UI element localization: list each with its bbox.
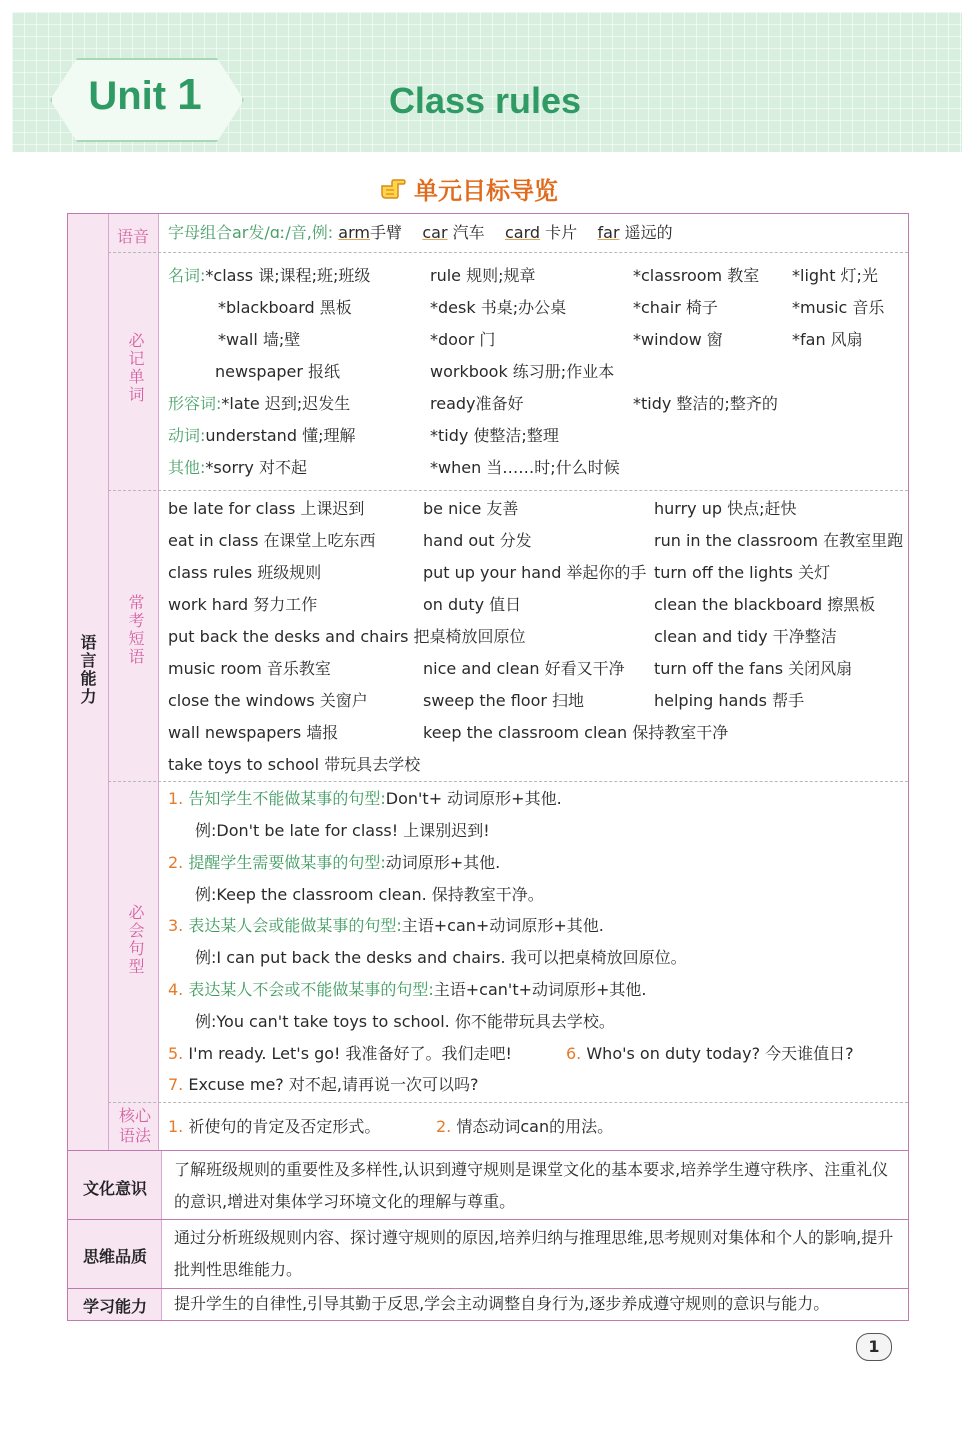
vocab-item: *tidy 整洁的;整齐的 bbox=[633, 394, 778, 413]
row-label-phrases: 常考短语 bbox=[126, 594, 145, 666]
pattern-example: 例:I can put back the desks and chairs. 我可以把桌椅放回原位。 bbox=[195, 948, 687, 967]
phrase-item: music room 音乐教室 bbox=[168, 659, 331, 678]
row-divider bbox=[108, 1102, 908, 1103]
adj-tag: 形容词: bbox=[168, 394, 222, 413]
phonics-meaning: 手臂 bbox=[369, 223, 402, 242]
vocab-item: newspaper 报纸 bbox=[215, 362, 341, 381]
phonics-word: car bbox=[422, 223, 448, 242]
nouns-tag: 名词: bbox=[168, 266, 206, 285]
divider bbox=[158, 214, 159, 1150]
vocab-item: rule 规则;规章 bbox=[430, 266, 536, 285]
vocab-item: *tidy 使整洁;整理 bbox=[430, 426, 559, 445]
phrase-item: run in the classroom 在教室里跑 bbox=[654, 531, 904, 550]
grammar-number: 2. bbox=[436, 1117, 452, 1136]
phrase-item: eat in class 在课堂上吃东西 bbox=[168, 531, 376, 550]
phonics-meaning: 汽车 bbox=[452, 223, 485, 242]
vocab-line bbox=[168, 426, 355, 446]
pattern-rule: 主语+can+动词原形+其他. bbox=[401, 916, 604, 935]
row-label-phonics: 语音 bbox=[116, 227, 149, 246]
other-tag: 其他: bbox=[168, 458, 206, 477]
phrase-item: turn off the fans 关闭风扇 bbox=[654, 659, 853, 678]
vocab-item: *window 窗 bbox=[633, 330, 723, 349]
vocab-item: *sorry 对不起 bbox=[205, 458, 307, 477]
grammar-number: 1. bbox=[168, 1117, 184, 1136]
phonics-meaning: 遥远的 bbox=[624, 223, 673, 242]
vocab-line bbox=[168, 458, 307, 478]
unit-word: Unit bbox=[88, 74, 167, 118]
pattern-number: 1. bbox=[168, 789, 184, 808]
row-divider bbox=[108, 781, 908, 782]
phonics-intro: 字母组合ar发/ɑː/音,例: bbox=[168, 223, 334, 242]
pattern-heading: 表达某人会或能做某事的句型: bbox=[188, 916, 402, 935]
vocab-item: *classroom 教室 bbox=[633, 266, 760, 285]
vocab-item: *wall 墙;壁 bbox=[218, 330, 301, 349]
sentence-pattern-3 bbox=[168, 916, 604, 936]
learning-text: 提升学生的自律性,引导其勤于反思,学会主动调整自身行为,逐步养成遵守规则的意识与能力。 bbox=[174, 1294, 830, 1313]
row-label-grammar: 核心语法 bbox=[118, 1106, 151, 1145]
unit-label bbox=[70, 70, 220, 120]
side-label: 语言能力 bbox=[78, 634, 97, 706]
row-label-sentences: 必会句型 bbox=[126, 904, 145, 976]
phonics-word: far bbox=[597, 223, 620, 242]
phrase-item: wall newspapers 墙报 bbox=[168, 723, 339, 742]
section-heading bbox=[378, 170, 608, 206]
phrase-item: close the windows 关窗户 bbox=[168, 691, 368, 710]
vocab-line bbox=[168, 394, 350, 414]
sentence-pattern-2 bbox=[168, 853, 500, 873]
pattern-rule: Don't+ 动词原形+其他. bbox=[385, 789, 562, 808]
phrase-item: on duty 值日 bbox=[423, 595, 522, 614]
grammar-text: 祈使句的肯定及否定形式。 bbox=[188, 1117, 381, 1136]
verb-tag: 动词: bbox=[168, 426, 206, 445]
grammar-item-1 bbox=[168, 1117, 380, 1137]
section-title: 单元目标导览 bbox=[414, 176, 558, 205]
grammar-item-2 bbox=[436, 1117, 613, 1137]
pattern-example: 例:Keep the classroom clean. 保持教室干净。 bbox=[195, 885, 544, 904]
pattern-rule: 动词原形+其他. bbox=[385, 853, 501, 872]
phrase-item: be nice 友善 bbox=[423, 499, 519, 518]
pattern-number: 2. bbox=[168, 853, 184, 872]
divider bbox=[108, 214, 109, 1150]
pattern-example: 例:Don't be late for class! 上课别迟到! bbox=[195, 821, 490, 840]
phrase-item: class rules 班级规则 bbox=[168, 563, 322, 582]
sentence-7 bbox=[168, 1075, 478, 1095]
vocab-item: understand 懂;理解 bbox=[205, 426, 356, 445]
phrase-item: be late for class 上课迟到 bbox=[168, 499, 365, 518]
vocab-item: *class 课;课程;班;班级 bbox=[205, 266, 371, 285]
phonics-word: arm bbox=[338, 223, 370, 242]
grammar-text: 情态动词can的用法。 bbox=[456, 1117, 614, 1136]
vocab-item: *blackboard 黑板 bbox=[218, 298, 352, 317]
unit-number: 1 bbox=[177, 70, 202, 119]
pattern-number: 4. bbox=[168, 980, 184, 999]
vocab-item: ready准备好 bbox=[430, 394, 524, 413]
row-divider bbox=[108, 252, 908, 253]
vocab-item: workbook 练习册;作业本 bbox=[430, 362, 615, 381]
pattern-heading: 告知学生不能做某事的句型: bbox=[188, 789, 386, 808]
row-divider bbox=[68, 1219, 908, 1220]
phrase-item: work hard 努力工作 bbox=[168, 595, 318, 614]
pointing-hand-icon bbox=[378, 174, 406, 202]
learning-label: 学习能力 bbox=[82, 1297, 147, 1316]
phrase-item: turn off the lights 关灯 bbox=[654, 563, 831, 582]
culture-label: 文化意识 bbox=[82, 1179, 147, 1198]
phrase-item: keep the classroom clean 保持教室干净 bbox=[423, 723, 729, 742]
row-divider bbox=[68, 1150, 908, 1151]
phonics-row bbox=[168, 223, 673, 243]
vocab-item: *chair 椅子 bbox=[633, 298, 718, 317]
phrase-item: hurry up 快点;赶快 bbox=[654, 499, 797, 518]
divider bbox=[161, 1150, 162, 1320]
sentence-pattern-4 bbox=[168, 980, 647, 1000]
phrase-item: take toys to school 带玩具去学校 bbox=[168, 755, 421, 774]
phrase-item: hand out 分发 bbox=[423, 531, 532, 550]
phrase-item: put up your hand 举起你的手 bbox=[423, 563, 647, 582]
vocab-line bbox=[168, 266, 370, 286]
sentence-number: 5. bbox=[168, 1044, 184, 1063]
vocab-item: *door 门 bbox=[430, 330, 496, 349]
phrase-item: clean the blackboard 擦黑板 bbox=[654, 595, 876, 614]
vocab-item: *when 当……时;什么时候 bbox=[430, 458, 620, 477]
page-number: 1 bbox=[856, 1333, 892, 1361]
pattern-heading: 表达某人不会或不能做某事的句型: bbox=[188, 980, 434, 999]
sentence-text: Excuse me? 对不起,请再说一次可以吗? bbox=[188, 1075, 479, 1094]
pattern-rule: 主语+can't+动词原形+其他. bbox=[433, 980, 647, 999]
pattern-heading: 提醒学生需要做某事的句型: bbox=[188, 853, 386, 872]
vocab-item: *late 迟到;迟发生 bbox=[221, 394, 351, 413]
sentence-pattern-1 bbox=[168, 789, 562, 809]
phrase-item: nice and clean 好看又干净 bbox=[423, 659, 625, 678]
sentence-6 bbox=[566, 1044, 854, 1064]
phonics-word: card bbox=[504, 223, 541, 242]
pattern-example: 例:You can't take toys to school. 你不能带玩具去学校。 bbox=[195, 1012, 615, 1031]
sentence-text: Who's on duty today? 今天谁值日? bbox=[586, 1044, 854, 1063]
sentence-number: 6. bbox=[566, 1044, 582, 1063]
pattern-number: 3. bbox=[168, 916, 184, 935]
sentence-text: I'm ready. Let's go! 我准备好了。我们走吧! bbox=[188, 1044, 512, 1063]
phrase-item: sweep the floor 扫地 bbox=[423, 691, 585, 710]
phrase-item: clean and tidy 干净整洁 bbox=[654, 627, 837, 646]
culture-text: 了解班级规则的重要性及多样性,认识到遵守规则是课堂文化的基本要求,培养学生遵守秩序、注重礼仪的意识,增进对集体学习环境文化的理解与尊重。 bbox=[174, 1160, 889, 1211]
phonics-meaning: 卡片 bbox=[545, 223, 578, 242]
phrase-item: helping hands 帮手 bbox=[654, 691, 805, 710]
sentence-5 bbox=[168, 1044, 512, 1064]
sentence-number: 7. bbox=[168, 1075, 184, 1094]
vocab-item: *light 灯;光 bbox=[792, 266, 878, 285]
vocab-item: *music 音乐 bbox=[792, 298, 885, 317]
row-divider bbox=[108, 490, 908, 491]
unit-title: Class rules bbox=[388, 80, 582, 121]
phrase-item: put back the desks and chairs 把桌椅放回原位 bbox=[168, 627, 526, 646]
thinking-text: 通过分析班级规则内容、探讨遵守规则的原因,培养归纳与推理思维,思考规则对集体和个人的影响,提升批判性思维能力。 bbox=[174, 1228, 894, 1279]
row-label-vocab: 必记单词 bbox=[126, 332, 145, 404]
vocab-item: *desk 书桌;办公桌 bbox=[430, 298, 567, 317]
thinking-label: 思维品质 bbox=[82, 1247, 147, 1266]
vocab-item: *fan 风扇 bbox=[792, 330, 863, 349]
